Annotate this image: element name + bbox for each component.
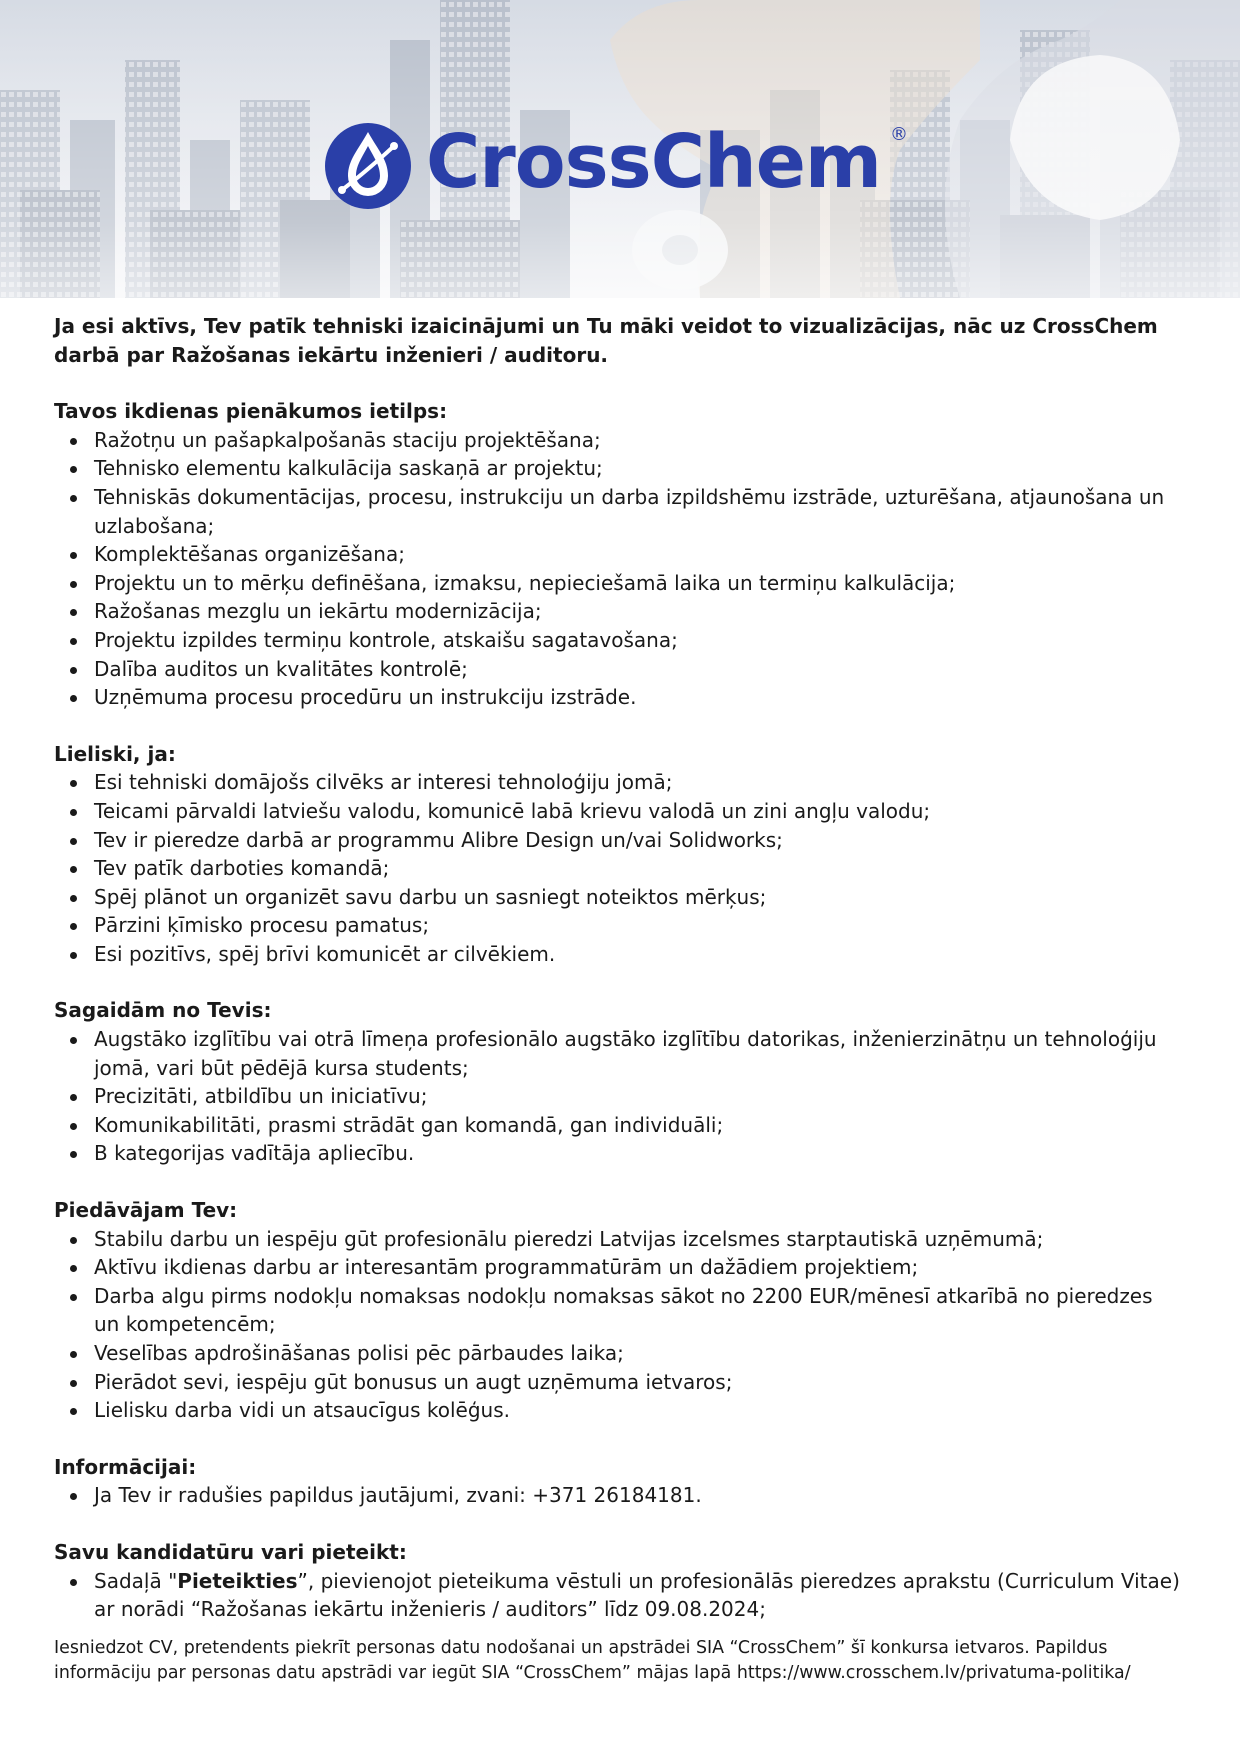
section-duties bbox=[54, 397, 1184, 712]
duties-list bbox=[54, 426, 1184, 712]
list-item: Precizitāti, atbildību un iniciatīvu; bbox=[94, 1082, 1184, 1111]
list-item: Stabilu darbu un iespēju gūt profesionālu pieredzi Latvijas izcelsmes starptautiskā uzņēmumā; bbox=[94, 1225, 1184, 1254]
crosschem-drop-icon bbox=[322, 120, 414, 212]
apply-list bbox=[54, 1567, 1184, 1624]
list-item: Komunikabilitāti, prasmi strādāt gan komandā, gan individuāli; bbox=[94, 1111, 1184, 1140]
list-item: Esi pozitīvs, spēj brīvi komunicēt ar cilvēkiem. bbox=[94, 940, 1184, 969]
section-info bbox=[54, 1453, 1184, 1510]
section-title: Lieliski, ja: bbox=[54, 741, 176, 766]
list-item: Tehnisko elementu kalkulācija saskaņā ar projektu; bbox=[94, 454, 1184, 483]
section-expect bbox=[54, 996, 1184, 1168]
list-item: Ja Tev ir radušies papildus jautājumi, zvani: +371 26184181. bbox=[94, 1481, 1184, 1510]
list-item: Tehniskās dokumentācijas, procesu, instrukciju un darba izpildshēmu izstrāde, uzturēšana, atjaunošana un uzlabošana; bbox=[94, 483, 1184, 540]
info-list bbox=[54, 1481, 1184, 1510]
section-offer bbox=[54, 1196, 1184, 1425]
section-apply bbox=[54, 1538, 1184, 1624]
list-item bbox=[94, 1567, 1184, 1624]
list-item: Projektu un to mērķu definēšana, izmaksu, nepieciešamā laika un termiņu kalkulācija; bbox=[94, 569, 1184, 598]
intro-text: Ja esi aktīvs, Tev patīk tehniski izaicinājumi un Tu māki veidot to vizualizācijas, nāc uz CrossChem darbā par Ražošanas iekārtu inženieri / auditoru. bbox=[54, 314, 1158, 367]
list-item: Ražošanas mezglu un iekārtu modernizācija; bbox=[94, 597, 1184, 626]
list-item: Komplektēšanas organizēšana; bbox=[94, 540, 1184, 569]
list-item: Pierādot sevi, iespēju gūt bonusus un augt uzņēmuma ietvaros; bbox=[94, 1368, 1184, 1397]
section-great-if bbox=[54, 740, 1184, 969]
section-title: Sagaidām no Tevis: bbox=[54, 998, 272, 1023]
list-item: Darba algu pirms nodokļu nomaksas nodokļu nomaksas sākot no 2200 EUR/mēnesī atkarībā no pieredzes un kompetencēm; bbox=[94, 1282, 1184, 1339]
section-title: Savu kandidatūru vari pieteikt: bbox=[54, 1539, 407, 1564]
section-title: Tavos ikdienas pienākumos ietilps: bbox=[54, 399, 448, 424]
apply-link-label: Pieteikties bbox=[177, 1568, 298, 1593]
apply-text-suffix: ”, pievienojot pieteikuma vēstuli un profesionālās pieredzes aprakstu (Curriculum Vitae) ar norādi “Ražošanas iekārtu inženieris / auditors” līdz 09.08.2024; bbox=[94, 1568, 1180, 1622]
list-item: Augstāko izglītību vai otrā līmeņa profesionālo augstāko izglītību datorikas, inženierzinātņu un tehnoloģiju jomā, vari būt pēdējā kursa students; bbox=[94, 1025, 1184, 1082]
list-item: Uzņēmuma procesu procedūru un instrukciju izstrāde. bbox=[94, 683, 1184, 712]
list-item: Projektu izpildes termiņu kontrole, atskaišu sagatavošana; bbox=[94, 626, 1184, 655]
list-item: Pārzini ķīmisko procesu pamatus; bbox=[94, 911, 1184, 940]
section-title: Informācijai: bbox=[54, 1454, 197, 1479]
list-item: Ražotņu un pašapkalpošanās staciju projektēšana; bbox=[94, 426, 1184, 455]
list-item: Veselības apdrošināšanas polisi pēc pārbaudes laika; bbox=[94, 1339, 1184, 1368]
section-title: Piedāvājam Tev: bbox=[54, 1198, 238, 1223]
great-if-list bbox=[54, 768, 1184, 968]
list-item: Aktīvu ikdienas darbu ar interesantām programmatūrām un dažādiem projektiem; bbox=[94, 1253, 1184, 1282]
apply-text-prefix: Sadaļā " bbox=[94, 1568, 178, 1593]
list-item: Teicami pārvaldi latviešu valodu, komunicē labā krievu valodā un zini angļu valodu; bbox=[94, 797, 1184, 826]
list-item: Dalība auditos un kvalitātes kontrolē; bbox=[94, 655, 1184, 684]
list-item: Spēj plānot un organizēt savu darbu un sasniegt noteiktos mērķus; bbox=[94, 883, 1184, 912]
logo-wordmark: CrossChem bbox=[426, 119, 882, 205]
offer-list bbox=[54, 1225, 1184, 1425]
job-posting-body bbox=[54, 312, 1184, 1652]
crosschem-logo bbox=[322, 112, 912, 212]
expect-list bbox=[54, 1025, 1184, 1168]
header-banner bbox=[0, 0, 1240, 298]
registered-mark: ® bbox=[890, 124, 908, 145]
list-item: Lielisku darba vidi un atsaucīgus kolēģus. bbox=[94, 1396, 1184, 1425]
list-item: B kategorijas vadītāja apliecību. bbox=[94, 1139, 1184, 1168]
list-item: Esi tehniski domājošs cilvēks ar interesi tehnoloģiju jomā; bbox=[94, 768, 1184, 797]
list-item: Tev ir pieredze darbā ar programmu Alibre Design un/vai Solidworks; bbox=[94, 826, 1184, 855]
list-item: Tev patīk darboties komandā; bbox=[94, 854, 1184, 883]
privacy-footer: Iesniedzot CV, pretendents piekrīt personas datu nodošanai un apstrādei SIA “CrossChem” šī konkursa ietvaros. Papildus informāciju par personas datu apstrādi var iegūt SIA “CrossChem” mājas lapā https://www.crosschem.lv/privatuma-politika/ bbox=[54, 1638, 1131, 1683]
